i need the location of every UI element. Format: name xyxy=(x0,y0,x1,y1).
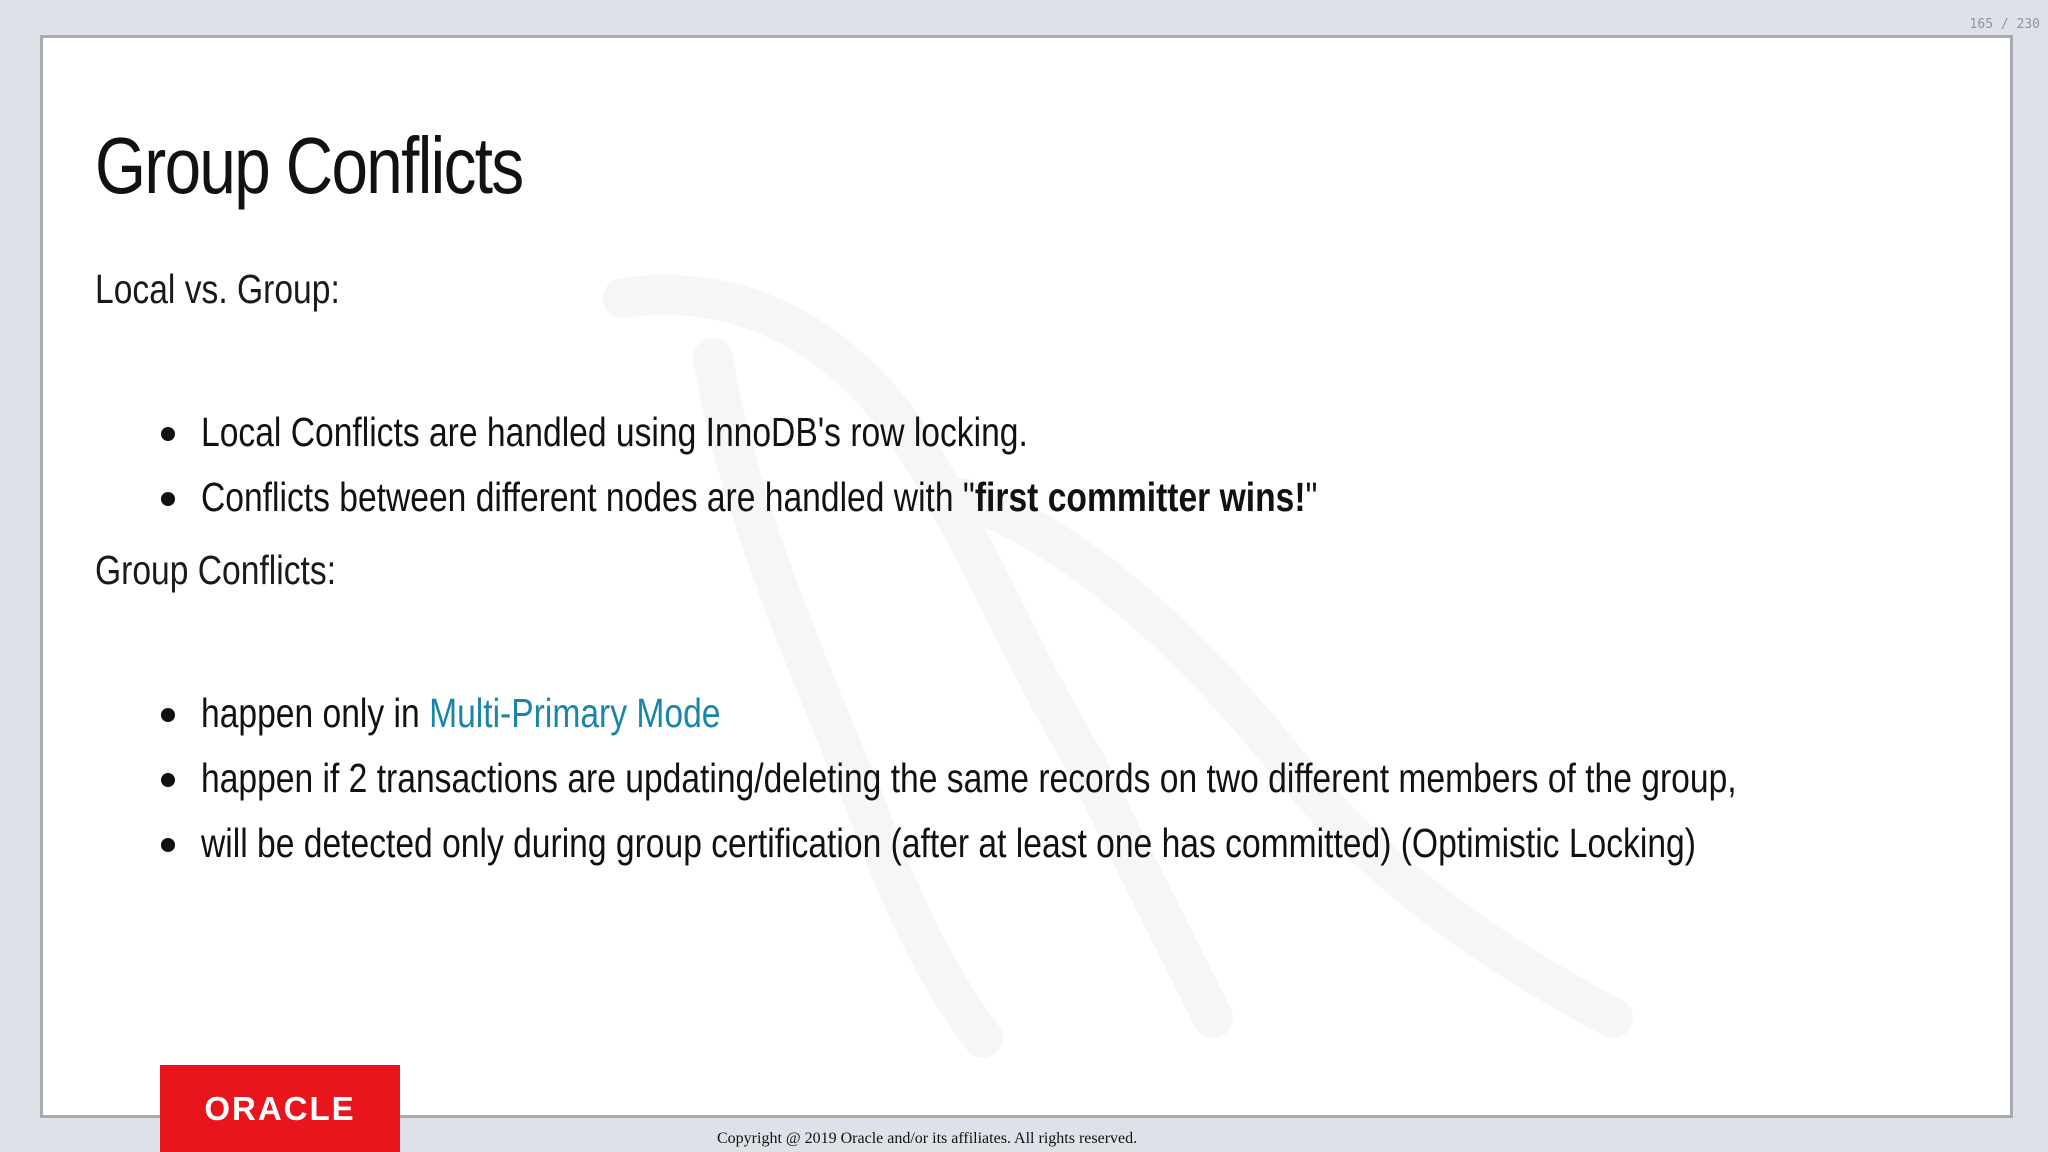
bullet-text-content: Local Conflicts are handled using InnoDB's row locking. xyxy=(201,409,1028,455)
bullet-dot-icon xyxy=(161,773,175,787)
mysql-dolphin-icon xyxy=(563,238,1663,1115)
bullet-text xyxy=(201,746,1737,811)
bullet-text-bold: first committer wins! xyxy=(974,474,1306,520)
bullet-text-content: will be detected only during group certification (after at least one has committed) (Optimistic Locking) xyxy=(201,820,1696,866)
bullet-text-suffix: " xyxy=(1305,474,1318,520)
bullet-dot-icon xyxy=(161,492,175,506)
section-heading-local-vs-group: Local vs. Group: xyxy=(95,266,340,312)
multi-primary-mode-link[interactable]: Multi-Primary Mode xyxy=(429,690,721,736)
copyright-text: Copyright @ 2019 Oracle and/or its affiliates. All rights reserved. xyxy=(717,1130,1138,1147)
slide-title: Group Conflicts xyxy=(95,121,523,210)
oracle-logo-text: ORACLE xyxy=(204,1090,356,1127)
bullet-text xyxy=(201,400,1028,465)
bullet-dot-icon xyxy=(161,838,175,852)
slide xyxy=(40,35,2013,1118)
bullet-text xyxy=(201,465,1317,530)
page-counter: 165 / 230 xyxy=(1969,17,2040,32)
bullet-dot-icon xyxy=(161,427,175,441)
bullet-text-content: happen if 2 transactions are updating/deleting the same records on two different members of the group, xyxy=(201,755,1737,801)
bullet-dot-icon xyxy=(161,708,175,722)
bullet-text-prefix: happen only in xyxy=(201,690,430,736)
oracle-logo xyxy=(160,1065,400,1152)
section-heading-group-conflicts: Group Conflicts: xyxy=(95,547,337,593)
bullet-text-prefix: Conflicts between different nodes are handled with " xyxy=(201,474,975,520)
bullet-text xyxy=(201,681,720,746)
bullet-text xyxy=(201,811,1696,876)
